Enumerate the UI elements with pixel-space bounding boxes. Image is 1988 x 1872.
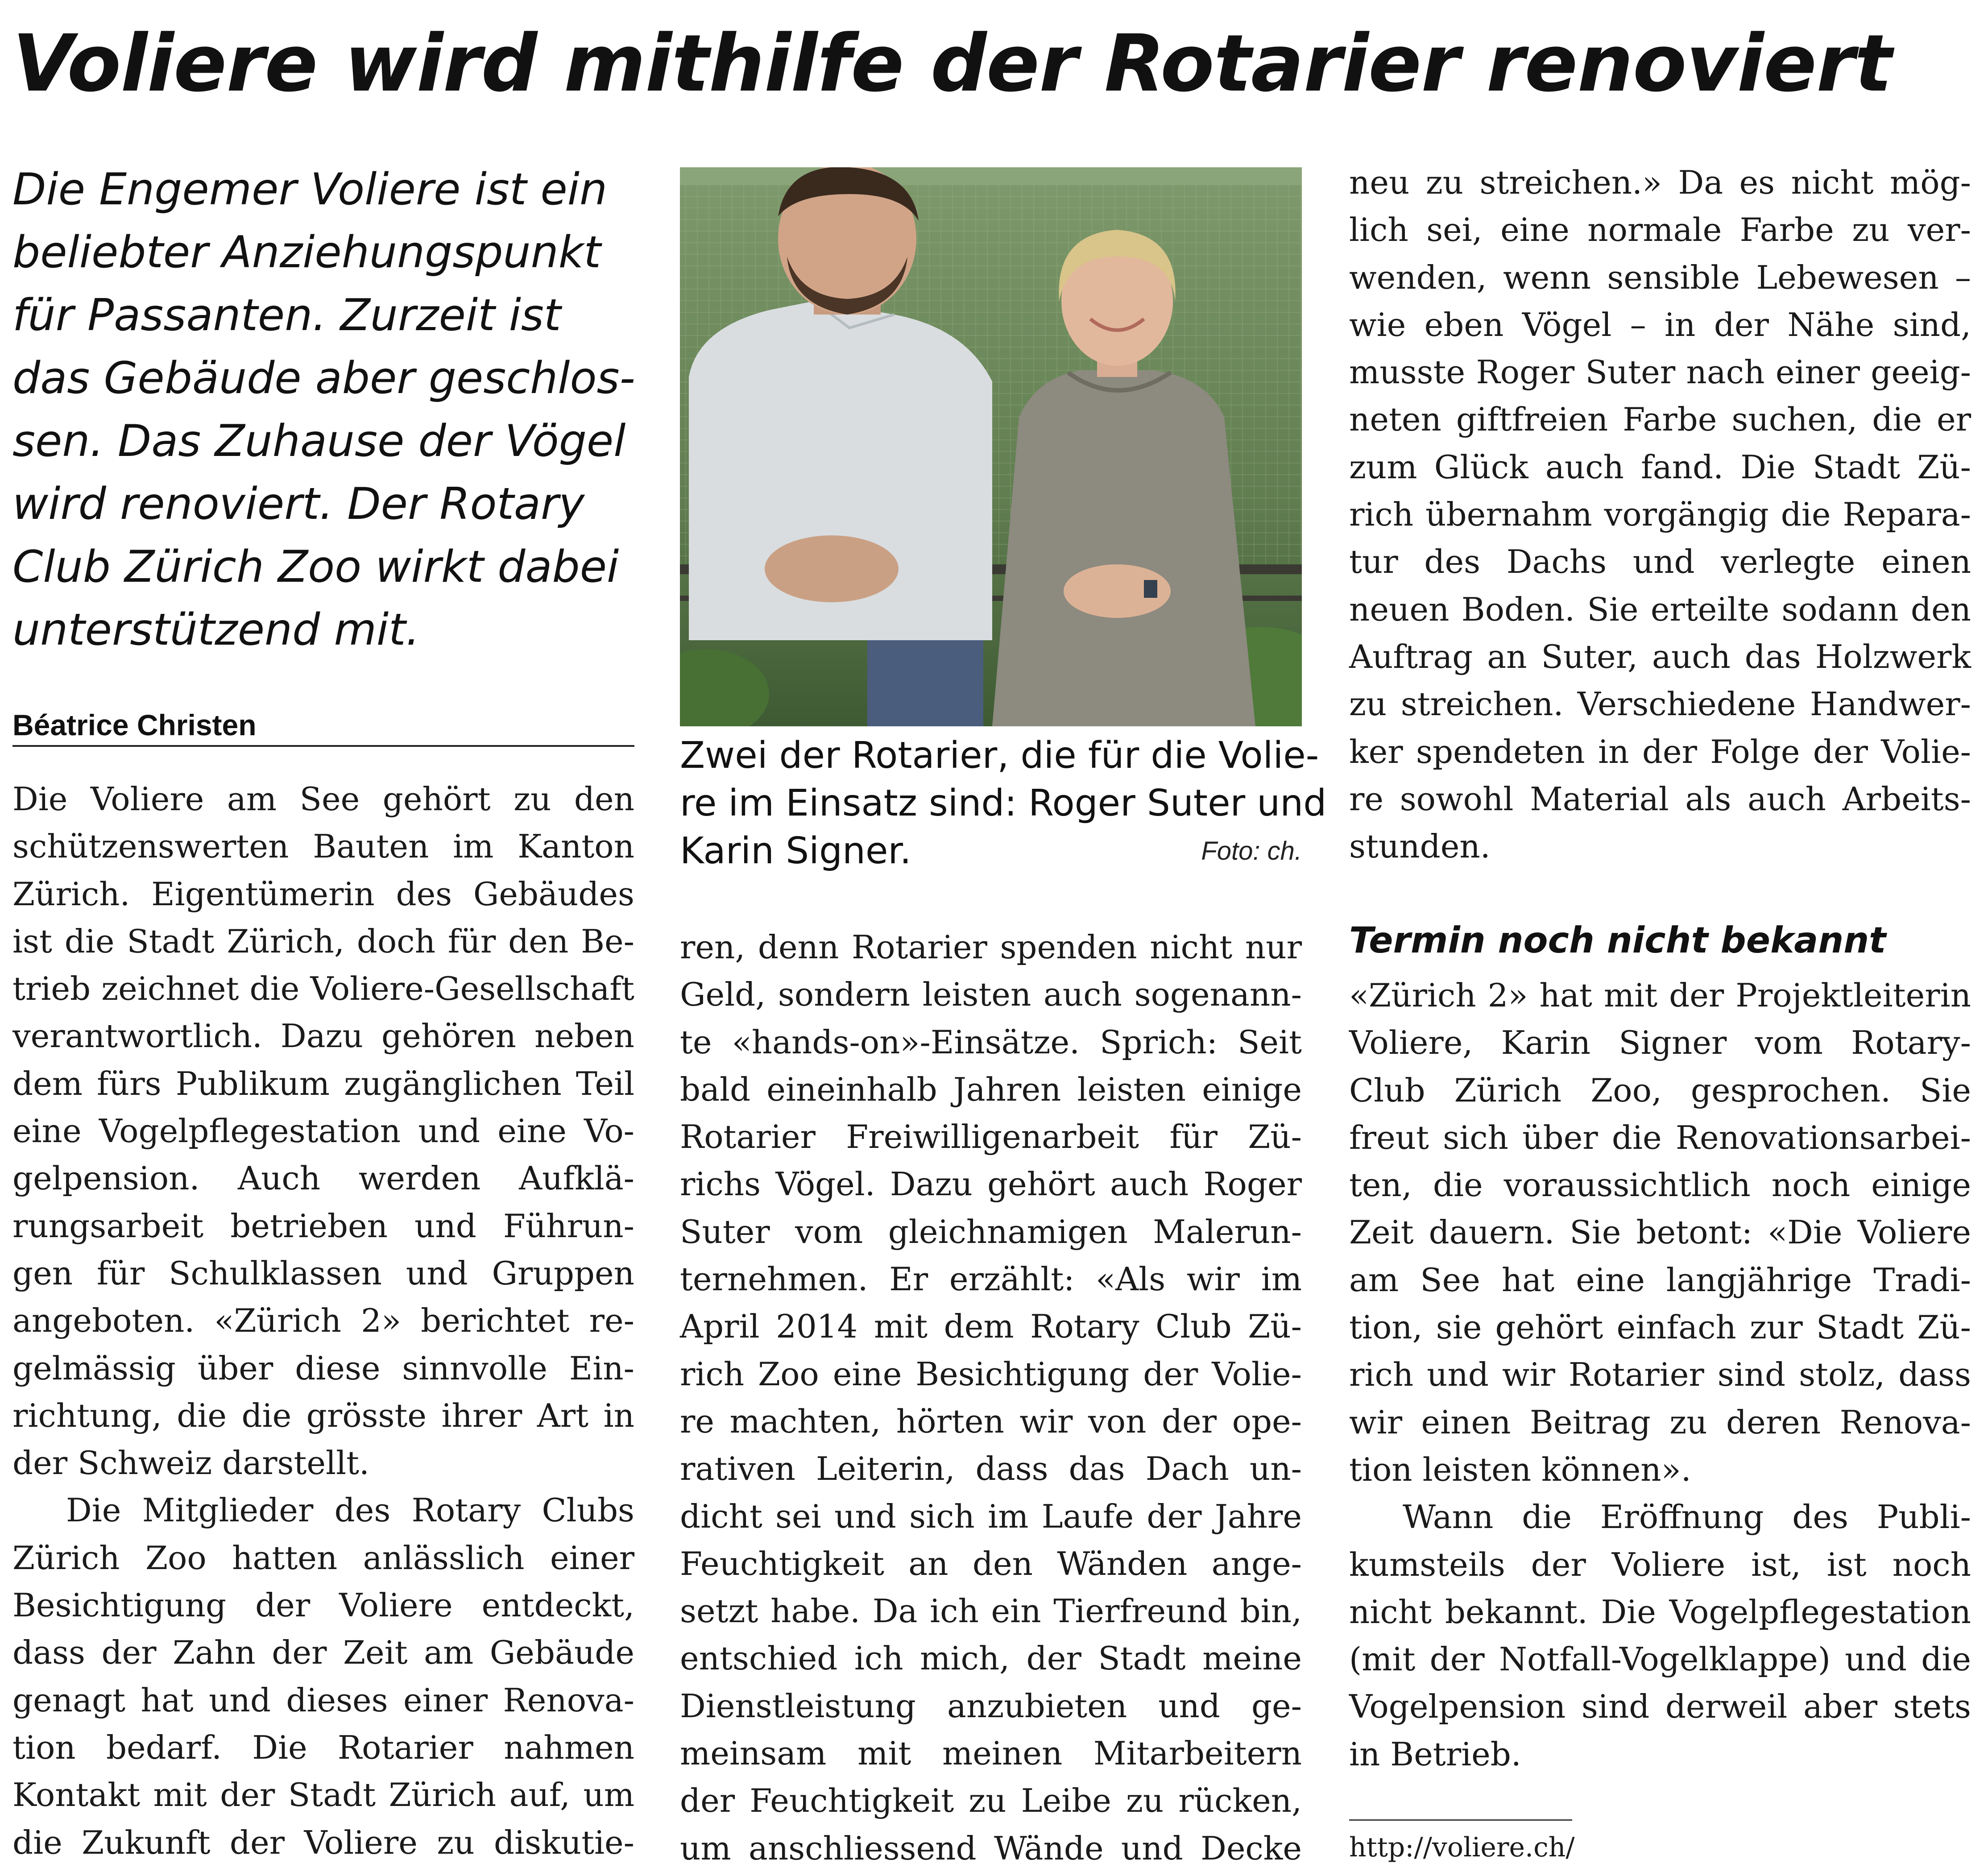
body-line: um anschliessend Wände und Decke xyxy=(680,1829,1302,1867)
body-column-3-section-2 xyxy=(1349,972,1971,1778)
body-line: Auftrag an Suter, auch das Holzwerk xyxy=(1349,638,1971,675)
body-line: ten, die voraussichtlich noch einige xyxy=(1349,1166,1971,1204)
lead-line: wird renoviert. Der Rotary xyxy=(12,479,585,530)
body-line: Club Zürich Zoo, gesprochen. Sie xyxy=(1349,1071,1971,1109)
body-column-1 xyxy=(12,775,634,1866)
body-line: Voliere, Karin Signer vom Rotary- xyxy=(1349,1024,1971,1062)
body-line: rich Zoo eine Besichtigung der Volie- xyxy=(680,1355,1302,1393)
article-photo xyxy=(680,167,1302,726)
body-line: Rotarier Freiwilligenarbeit für Zü- xyxy=(680,1118,1302,1156)
body-line: Wann die Eröffnung des Publi- xyxy=(1403,1498,1971,1536)
body-line: wenden, wenn sensible Lebewesen – xyxy=(1349,258,1971,296)
body-line: neten giftfreien Farbe suchen, die er xyxy=(1349,401,1971,439)
headline: Voliere wird mithilfe der Rotarier renoviert xyxy=(12,18,1892,109)
section-subheading: Termin noch nicht bekannt xyxy=(1349,919,1886,961)
body-line: angeboten. «Zürich 2» berichtet re- xyxy=(12,1302,634,1340)
body-line: zu streichen. Verschiedene Handwer- xyxy=(1349,685,1971,723)
caption-line: re im Einsatz sind: Roger Suter und xyxy=(680,782,1327,824)
body-line: ker spendeten in der Folge der Volie- xyxy=(1349,733,1971,770)
body-line: ternehmen. Er erzählt: «Als wir im xyxy=(680,1260,1302,1298)
body-line: dem fürs Publikum zugänglichen Teil xyxy=(12,1064,634,1102)
body-line: entschied ich mich, der Stadt meine xyxy=(680,1640,1302,1677)
body-line: gen für Schulklassen und Gruppen xyxy=(12,1254,634,1292)
body-line: wie eben Vögel – in der Nähe sind, xyxy=(1349,306,1971,344)
lead-line: sen. Das Zuhause der Vögel xyxy=(12,416,626,467)
body-line: gelmässig über diese sinnvolle Ein- xyxy=(12,1349,634,1387)
body-line: ist die Stadt Zürich, doch für den Be- xyxy=(12,922,634,960)
photo-credit: Foto: ch. xyxy=(1201,837,1302,866)
body-line: ren, denn Rotarier spenden nicht nur xyxy=(680,928,1302,966)
body-line: tion, sie gehört einfach zur Stadt Zü- xyxy=(1349,1309,1971,1346)
body-line: dicht sei und sich im Laufe der Jahre xyxy=(680,1497,1302,1535)
lead-paragraph xyxy=(12,158,646,662)
body-line: rich übernahm vorgängig die Repara- xyxy=(1349,496,1971,534)
body-line: verantwortlich. Dazu gehören neben xyxy=(12,1017,634,1055)
body-line: dass der Zahn der Zeit am Gebäude xyxy=(12,1634,634,1672)
body-line: Besichtigung der Voliere entdeckt, xyxy=(12,1586,634,1624)
body-line: Zürich Zoo hatten anlässlich einer xyxy=(12,1539,634,1577)
source-url: http://voliere.ch/ xyxy=(1349,1832,1575,1863)
lead-line: Die Engemer Voliere ist ein xyxy=(12,164,608,215)
photo-illustration xyxy=(680,167,1302,726)
body-column-3 xyxy=(1349,159,1971,870)
body-line: setzt habe. Da ich ein Tierfreund bin, xyxy=(680,1592,1302,1630)
body-line: musste Roger Suter nach einer geeig- xyxy=(1349,353,1971,391)
body-line: richtung, die die grösste ihrer Art in xyxy=(12,1396,634,1434)
body-line: am See hat eine langjährige Tradi- xyxy=(1349,1261,1971,1299)
url-divider xyxy=(1349,1819,1572,1821)
body-line: Zürich. Eigentümerin des Gebäudes xyxy=(12,875,634,913)
lead-line: beliebter Anziehungspunkt xyxy=(12,227,601,278)
body-line: Die Voliere am See gehört zu den xyxy=(12,780,634,818)
body-line: genagt hat und dieses einer Renova- xyxy=(12,1681,634,1719)
lead-line: für Passanten. Zurzeit ist xyxy=(12,290,561,341)
body-line: der Feuchtigkeit zu Leibe zu rücken, xyxy=(680,1782,1302,1820)
body-line: Dienstleistung anzubieten und ge- xyxy=(680,1687,1302,1725)
body-line: April 2014 mit dem Rotary Club Zü- xyxy=(680,1308,1302,1346)
lead-line: das Gebäude aber geschlos- xyxy=(12,353,635,404)
body-line: Geld, sondern leisten auch sogenann- xyxy=(680,976,1302,1014)
body-line: Kontakt mit der Stadt Zürich auf, um xyxy=(12,1776,634,1814)
body-line: Suter vom gleichnamigen Malerun- xyxy=(680,1213,1302,1251)
body-line: gelpension. Auch werden Aufklä- xyxy=(12,1160,634,1197)
body-line: neu zu streichen.» Da es nicht mög- xyxy=(1349,164,1971,201)
body-line: bald eineinhalb Jahren leisten einige xyxy=(680,1070,1302,1108)
body-line: tion bedarf. Die Rotarier nahmen xyxy=(12,1728,634,1766)
body-line: lich sei, eine normale Farbe zu ver- xyxy=(1349,211,1971,249)
body-line: «Zürich 2» hat mit der Projektleiterin xyxy=(1349,977,1971,1014)
byline-divider xyxy=(12,745,634,747)
body-line: der Schweiz darstellt. xyxy=(12,1444,369,1482)
body-line: schützenswerten Bauten im Kanton xyxy=(12,828,634,866)
lead-line: Club Zürich Zoo wirkt dabei xyxy=(12,542,619,592)
body-line: freut sich über die Renovationsarbei- xyxy=(1349,1118,1971,1156)
lead-line: unterstützend mit. xyxy=(12,605,420,655)
body-line: neuen Boden. Sie erteilte sodann den xyxy=(1349,590,1971,628)
caption-line: Zwei der Rotarier, die für die Volie- xyxy=(680,734,1319,777)
body-line: Die Mitglieder des Rotary Clubs xyxy=(66,1491,634,1529)
body-line: richs Vögel. Dazu gehört auch Roger xyxy=(680,1165,1302,1203)
body-line: tion leisten können». xyxy=(1349,1450,1691,1488)
body-line: rungsarbeit betrieben und Führun- xyxy=(12,1207,634,1245)
body-line: stunden. xyxy=(1349,828,1491,866)
body-line: in Betrieb. xyxy=(1349,1735,1521,1773)
body-line: rich und wir Rotarier sind stolz, dass xyxy=(1349,1356,1971,1394)
author-byline: Béatrice Christen xyxy=(12,708,257,741)
body-line: Vogelpension sind derweil aber stets xyxy=(1349,1688,1971,1726)
body-line: trieb zeichnet die Voliere-Gesellschaft xyxy=(12,970,634,1008)
body-line: wir einen Beitrag zu deren Renova- xyxy=(1349,1403,1971,1441)
body-line: re sowohl Material als auch Arbeits- xyxy=(1349,780,1971,818)
body-line: te «hands-on»-Einsätze. Sprich: Seit xyxy=(680,1023,1302,1061)
body-line: nicht bekannt. Die Vogelpflegestation xyxy=(1349,1593,1971,1631)
body-line: meinsam mit meinen Mitarbeitern xyxy=(680,1735,1302,1773)
body-line: Zeit dauern. Sie betont: «Die Voliere xyxy=(1349,1213,1971,1251)
body-line: zum Glück auch fand. Die Stadt Zü- xyxy=(1349,448,1971,486)
body-line: kumsteils der Voliere ist, ist noch xyxy=(1349,1545,1971,1583)
body-line: tur des Dachs und verlegte einen xyxy=(1349,543,1971,581)
body-line: eine Vogelpflegestation und eine Vo- xyxy=(12,1112,634,1150)
body-line: (mit der Notfall-Vogelklappe) und die xyxy=(1349,1640,1971,1678)
body-line: Feuchtigkeit an den Wänden ange- xyxy=(680,1545,1302,1582)
caption-line: Karin Signer. xyxy=(680,830,911,872)
body-line: die Zukunft der Voliere zu diskutie- xyxy=(12,1823,634,1861)
body-column-2 xyxy=(680,924,1302,1872)
body-line: re machten, hörten wir von der ope- xyxy=(680,1402,1302,1440)
body-line: rativen Leiterin, dass das Dach un- xyxy=(680,1450,1302,1488)
